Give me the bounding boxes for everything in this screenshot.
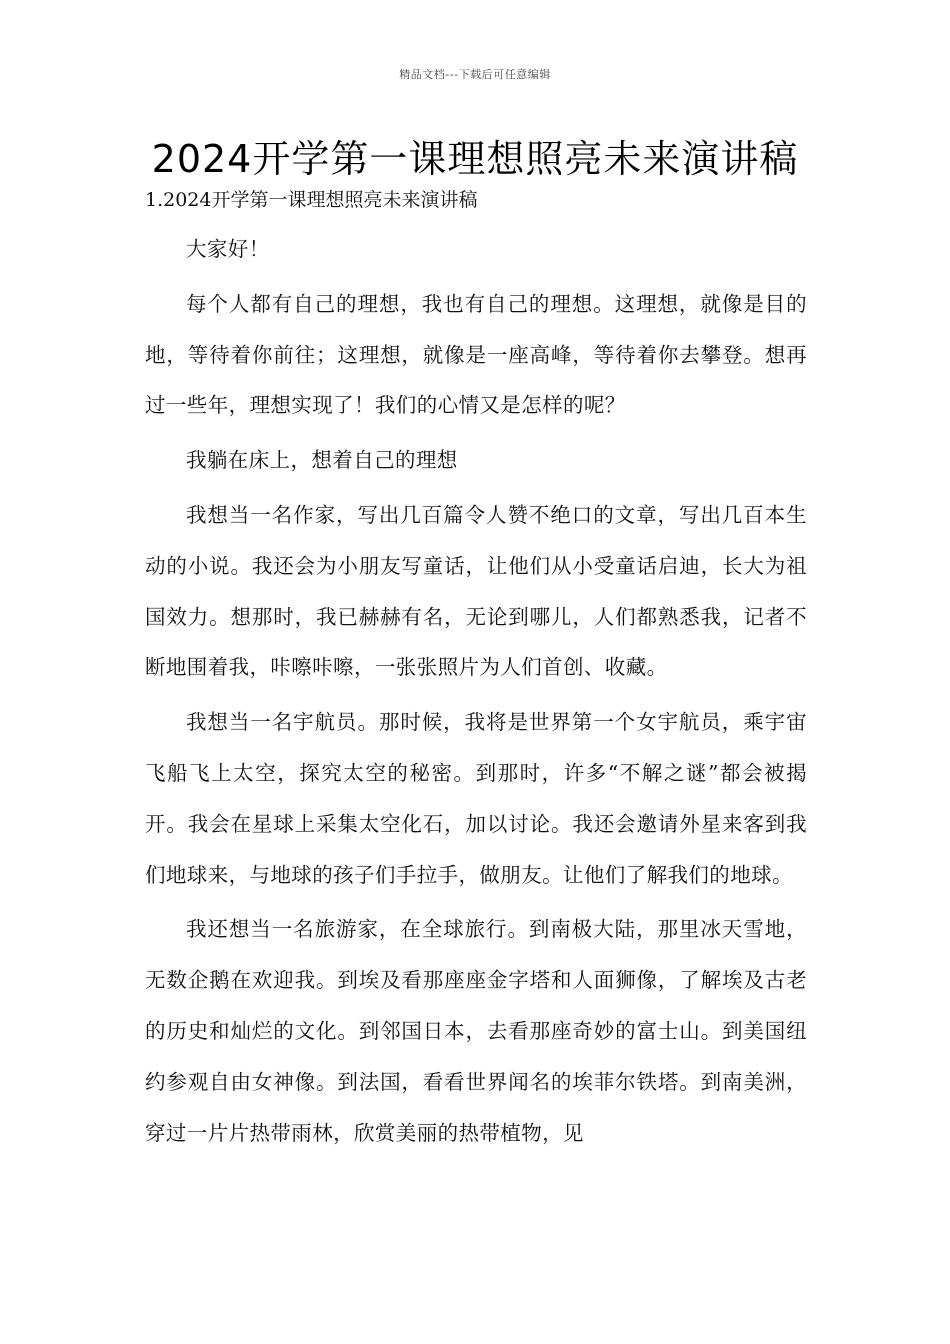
page-title: 2024开学第一课理想照亮未来演讲稿 xyxy=(151,137,799,181)
paragraph-traveler: 我还想当一名旅游家，在全球旅行。到南极大陆，那里冰天雪地，无数企鹅在欢迎我。到埃及看那座座金字塔和人面狮像，了解埃及古老的历史和灿烂的文化。到邻国日本，去看那座奇妙的富士山。到美国纽约参观自由女神像。到法国，看看世界闻名的埃菲尔铁塔。到南美洲，穿过一片片热带雨林，欣赏美丽的热带植物，见 xyxy=(145,917,807,1145)
body-text xyxy=(145,224,807,1162)
paragraph-lying-in-bed: 我躺在床上，想着自己的理想 xyxy=(186,448,458,473)
header-note: 精品文档---下载后可任意编辑 xyxy=(399,68,551,81)
paragraph-writer: 我想当一名作家，写出几百篇令人赞不绝口的文章，写出几百本生动的小说。我还会为小朋友写童话，让他们从小受童话启迪，长大为祖国效力。想那时，我已赫赫有名，无论到哪儿，人们都熟悉我，记者不断地围着我，咔嚓咔嚓，一张张照片为人们首创、收藏。 xyxy=(145,502,807,680)
section-heading: 1.2024开学第一课理想照亮未来演讲稿 xyxy=(145,189,478,211)
paragraph-astronaut: 我想当一名宇航员。那时候，我将是世界第一个女宇航员，乘宇宙飞船飞上太空，探究太空的秘密。到那时，许多“不解之谜”都会被揭开。我会在星球上采集太空化石，加以讨论。我还会邀请外星来客到我们地球来，与地球的孩子们手拉手，做朋友。让他们了解我们的地球。 xyxy=(145,710,807,887)
paragraph-intro: 每个人都有自己的理想，我也有自己的理想。这理想，就像是目的地，等待着你前往；这理想，就像是一座高峰，等待着你去攀登。想再过一些年，理想实现了！我们的心情又是怎样的呢？ xyxy=(145,291,807,418)
paragraph-greeting: 大家好！ xyxy=(186,237,270,261)
